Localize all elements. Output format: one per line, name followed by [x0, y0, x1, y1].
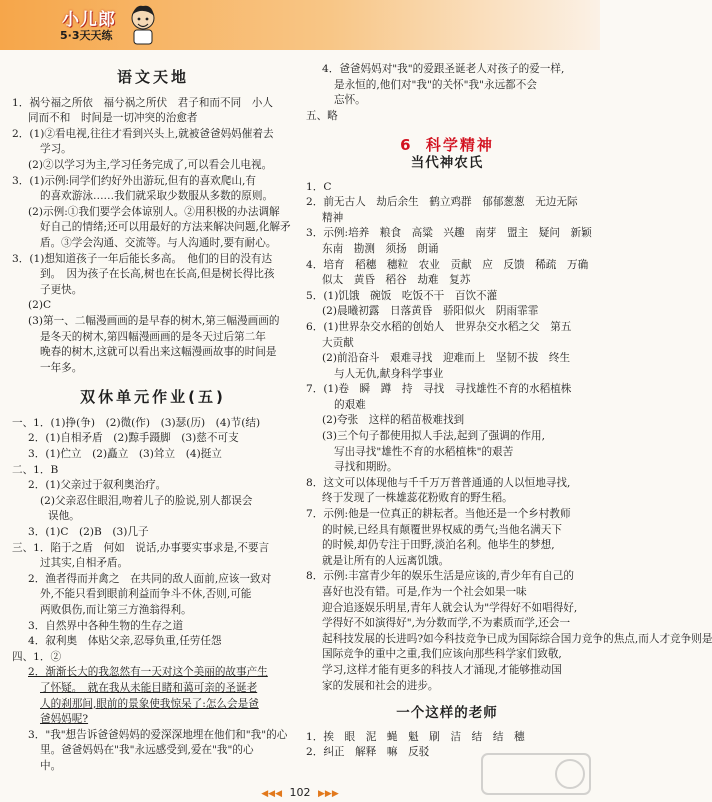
- text-line: 8．这文可以体现他与千千万万普普通通的人以恒地寻找,: [306, 476, 571, 489]
- left-column: [12, 62, 294, 775]
- right-column: [306, 62, 712, 761]
- text-line: 3．(1)C (2)B (3)几子: [28, 526, 149, 539]
- text-line: 7．(1)卷 瞬 蹲 持 寻找 寻找雄性不育的水稻植株: [306, 383, 572, 396]
- text-line: (2)②以学习为主,学习任务完成了,可以看会儿电视。: [28, 158, 273, 171]
- text-line: 3．(1)想知道孩子一年后能长多高。 他们的目的没有达: [12, 252, 273, 265]
- text-line: 4．叙利奥 体贴父亲,忍辱负重,任劳任怨: [28, 635, 222, 648]
- text-line: 两败俱伤,而让第三方渔翁得利。: [40, 604, 192, 616]
- text-line: 终于发现了一株雄蕊花粉败育的野生稻。: [322, 492, 513, 505]
- section-title-shuangxiu: 双休单元作业(五): [80, 388, 226, 407]
- text-line: 四、1．②: [12, 650, 62, 663]
- text-line: 学习,这样才能有更多的科技人才涌现,才能够推动国: [322, 663, 562, 676]
- text-line: 子更快。: [40, 283, 83, 296]
- text-line: 忘怀。: [334, 94, 366, 107]
- text-line: 3．示例:培养 粮食 高粱 兴趣 南芽 盟主 疑问 新颖: [306, 227, 592, 240]
- text-line: 4．培育 稻穗 穗粒 农业 贡献 应 反馈 稀疏 万确: [306, 258, 589, 271]
- text-line: 晚春的树木,这就可以看出来这幅漫画故事的时间是: [40, 346, 277, 359]
- text-line: 一、1．(1)挣(争) (2)微(作) (3)瑟(历) (4)节(结): [12, 416, 261, 429]
- text-line: 东南 勘测 须扬 朗诵: [322, 242, 439, 255]
- text-line: 精神: [322, 211, 344, 224]
- text-line: 过其实,自相矛盾。: [40, 557, 129, 570]
- text-line: 学习。: [40, 143, 72, 156]
- text-line: 的艰难: [334, 398, 366, 411]
- underlined-text-line: 2．渐渐长大的我忽然有一天对这个美丽的故事产生: [28, 666, 268, 679]
- text-line: (2)晨曦初露 日落黄昏 骄阳似火 阴雨霏霏: [322, 305, 539, 318]
- text-line: (3)三个句子都使用拟人手法,起到了强调的作用,: [322, 430, 546, 443]
- page-number: 102: [289, 786, 311, 799]
- text-line: 三、1．陷于之盾 何如 说话,办事要实事求是,不要言: [12, 541, 270, 554]
- text-line: 是永恒的,他们对"我"的关怀"我"永远都不会: [334, 78, 537, 91]
- text-line: 五、略: [306, 109, 338, 122]
- text-line: 是冬天的树木,第四幅漫画画的是冬天过后第二年: [40, 330, 266, 343]
- text-line: 一年多。: [40, 361, 83, 374]
- logo-subtitle: 5·3天天练: [60, 29, 113, 42]
- text-line: 5．(1)饥饿 碗饭 吃饭不干 百饮不灌: [306, 289, 498, 302]
- text-line: (2)C: [28, 299, 52, 312]
- text-line: 1．挨 眼 泥 蝇 魁 刷 洁 结 结 穗: [306, 730, 525, 743]
- text-line: 2．(1)父亲过于叙利奥治疗。: [28, 479, 167, 492]
- prev-arrows-icon: ◀◀◀: [261, 789, 282, 799]
- text-line: 学得好不如演得好",为分数而学,不为素质而学,还会一: [322, 617, 571, 630]
- text-line: 6．(1)世界杂交水稻的创始人 世界杂交水稻之父 第五: [306, 320, 572, 333]
- text-line: 大贡献: [322, 336, 354, 349]
- text-line: 寻找和期盼。: [334, 461, 398, 474]
- text-line: 3．(1)示例:同学们约好外出游玩,但有的喜欢爬山,有: [12, 174, 256, 187]
- page-header: [0, 0, 600, 50]
- underlined-text-line: 爸妈妈呢?: [40, 713, 89, 726]
- text-line: 与人无仇,献身科学事业: [334, 367, 444, 380]
- text-line: 起科技发展的长进吗?如今科技竞争已成为国际综合国力竞争的焦点,而人才竞争则是: [322, 632, 712, 645]
- mascot-boy-icon: [128, 2, 158, 46]
- text-line: 1．C: [306, 180, 332, 193]
- section2-body: [12, 416, 294, 775]
- text-line: 好自己的情绪;还可以用最好的方法来解决问题,化解矛: [40, 221, 291, 234]
- right-top-body: [306, 62, 588, 124]
- text-line: 3．"我"想告诉爸爸妈妈的爱深深地埋在他们和"我"的心: [28, 728, 288, 741]
- text-line: 的喜欢游泳……我们就采取少数服从多数的原则。: [40, 190, 274, 203]
- lesson-title: 当代神农氏: [410, 154, 484, 171]
- text-line: (2)夸张 这样的稻苗极难找到: [322, 414, 465, 427]
- text-line: 就是让所有的人远离饥饿。: [322, 554, 450, 567]
- text-line: 的时候,却仍专注于田野,淡泊名利。他毕生的梦想,: [322, 539, 555, 552]
- text-line: 里。爸爸妈妈在"我"永远感受到,爱在"我"的心: [40, 744, 254, 757]
- text-line: 2．纠正 解释 嘛 反驳: [306, 746, 430, 759]
- text-line: 2．(1)自相矛盾 (2)黥手蹑脚 (3)慈不可支: [28, 432, 239, 445]
- section1-body: [12, 96, 294, 377]
- text-line: 外,不能只看到眼前利益而争斗不休,否则,可能: [40, 588, 252, 601]
- underlined-text-line: 了怀疑。 就在我从未能目睹和蔼可亲的圣诞老: [40, 681, 258, 694]
- text-line: 2．渔者得而并禽之 在共同的敌人面前,应该一致对: [28, 572, 272, 585]
- text-line: 2．(1)②看电视,往往才看到兴头上,就被爸爸妈妈催着去: [12, 127, 274, 140]
- text-line: (2)前沿奋斗 艰难寻找 迎难而上 坚韧不拔 终生: [322, 352, 571, 365]
- text-line: 同而不和 时间是一切冲突的治愈者: [28, 112, 198, 125]
- text-line: 写出寻找"雄性不育的水稻植株"的艰苦: [334, 445, 514, 458]
- text-line: (2)父亲忍住眼泪,吻着儿子的脸说,别人都误会: [40, 494, 253, 507]
- text-line: 喜好也没有错。可是,作为一个社会如果一味: [322, 586, 527, 598]
- text-line: 8．示例:丰富青少年的娱乐生活是应该的,青少年有自己的: [306, 570, 574, 583]
- text-line: 2．前无古人 劫后余生 鹤立鸡群 郁郁葱葱 无边无际: [306, 196, 578, 209]
- text-line: 3．(1)伫立 (2)矗立 (3)耸立 (4)挺立: [28, 448, 222, 461]
- text-line: 的时候,已经具有颠覆世界权威的勇气;当他名满天下: [322, 523, 562, 536]
- text-line: 家的发展和社会的进步。: [322, 679, 439, 692]
- chapter-title: [306, 138, 588, 154]
- text-line: 似太 黄昏 稻谷 劫难 复苏: [322, 274, 471, 287]
- text-line: 迎合追逐娱乐明星,青年人就会认为"学得好不如唱得好,: [322, 601, 578, 614]
- lesson-title-teacher: 一个这样的老师: [396, 705, 498, 722]
- text-line: 7．示例:他是一位真正的耕耘者。当他还是一个乡村教师: [306, 508, 571, 521]
- text-line: 3．自然界中各种生物的生存之道: [28, 619, 184, 632]
- text-line: 国际竞争的重中之重,我们应该向那些科学家们致敬,: [322, 648, 562, 661]
- page-footer: [0, 786, 600, 799]
- text-line: (2)示例:①我们要学会体谅别人。②用积极的办法调解: [28, 205, 280, 218]
- underlined-text-line: 人的刹那间,眼前的景象使我惊呆了:怎么会是爸: [40, 697, 259, 710]
- text-line: 盾。③学会沟通、交流等。与人沟通时,要有耐心。: [40, 236, 277, 249]
- chapter-body: [306, 180, 712, 695]
- chapter-number: 6: [400, 136, 413, 155]
- text-line: 1．祸兮福之所依 福兮祸之所伏 君子和而不同 小人: [12, 96, 273, 109]
- next-arrows-icon: ▶▶▶: [318, 789, 339, 799]
- text-line: 到。 因为孩子在长高,树也在长高,但是树长得比孩: [40, 268, 275, 281]
- text-line: 4．爸爸妈妈对"我"的爱跟圣诞老人对孩子的爱一样,: [322, 63, 565, 75]
- section-title-yuwen: 语文天地: [116, 68, 189, 86]
- logo-title: 小儿郎: [62, 10, 116, 30]
- chapter-name: 科学精神: [425, 136, 494, 155]
- text-line: 二、1．B: [12, 463, 59, 476]
- text-line: (3)第一、二幅漫画画的是早春的树木,第三幅漫画画的: [28, 314, 280, 327]
- text-line: 误他。: [48, 510, 80, 523]
- text-line: 中。: [40, 759, 62, 772]
